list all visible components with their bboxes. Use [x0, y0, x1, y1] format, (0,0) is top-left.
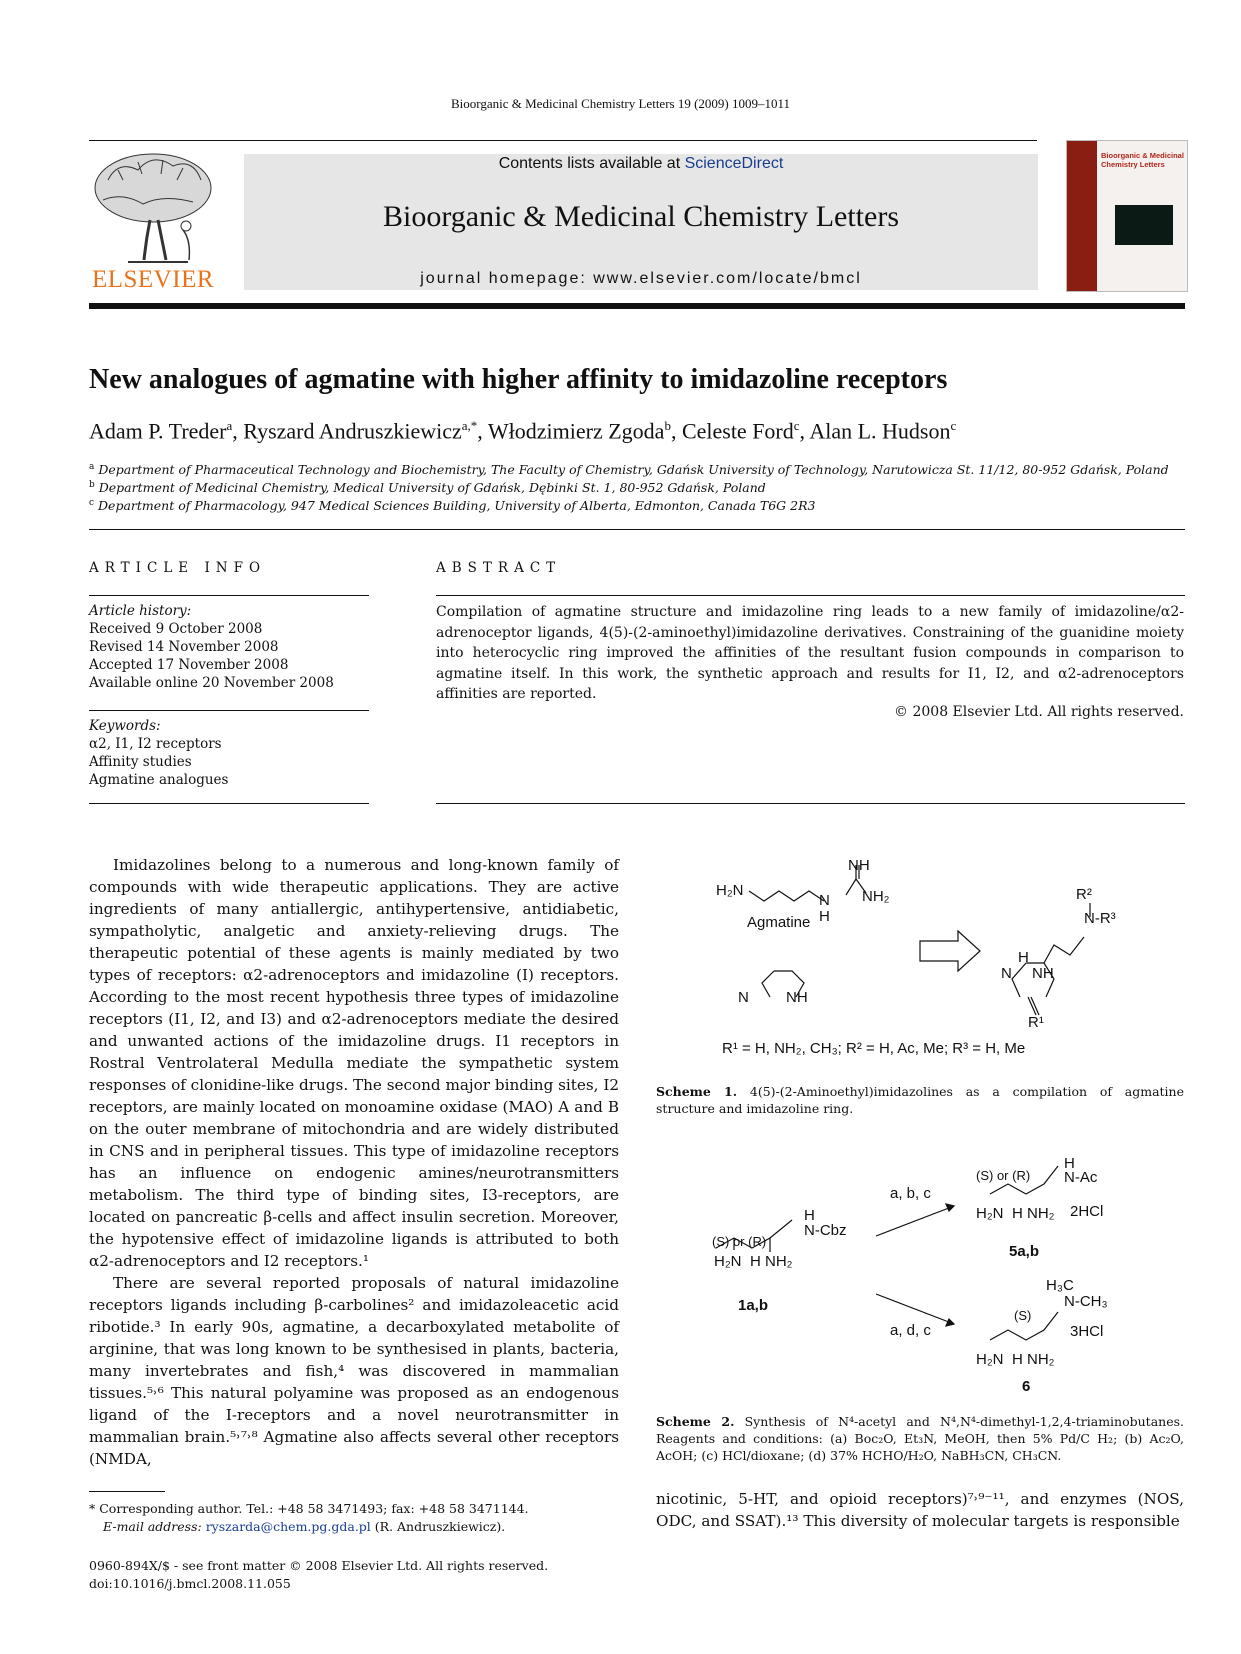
journal-reference: Bioorganic & Medicinal Chemistry Letters 19 (2009) 1009–1011: [450, 96, 791, 111]
journal-cover-thumbnail: [1066, 140, 1188, 292]
caption-text: Synthesis of N⁴-acetyl and N⁴,N⁴-dimethyl-1,2,4-triaminobutanes. Reagents and conditions: (a) Boc₂O, Et₃N, MeOH, then 5% Pd/C H₂; (b) Ac₂O, AcOH; (c) HCl/dioxane; (d) 37% HCHO/H₂O, NaBH₃CN, CH₃CN.: [656, 1414, 1184, 1463]
reaction-arrow-2: [876, 1294, 954, 1324]
svg-text:R¹: R¹: [1028, 1014, 1044, 1031]
keywords-rule: [89, 710, 369, 711]
history-item: Revised 14 November 2008: [89, 639, 279, 655]
svg-text:N-Ac: N-Ac: [1064, 1169, 1098, 1186]
elsevier-wordmark: ELSEVIER: [91, 266, 215, 293]
salt-label: 2HCl: [1070, 1203, 1104, 1220]
svg-text:H: H: [1064, 1155, 1075, 1172]
compound-5ab-label: 5a,b: [1009, 1243, 1040, 1260]
svg-text:H₂N: H₂N: [714, 1253, 742, 1270]
email-link[interactable]: ryszarda@chem.pg.gda.pl: [205, 1519, 371, 1534]
svg-text:H₂N: H₂N: [716, 882, 744, 899]
svg-text:H₃C: H₃C: [1046, 1277, 1074, 1294]
svg-text:NH: NH: [1032, 965, 1054, 982]
abstract-rule: [436, 595, 1185, 596]
salt-label: 3HCl: [1070, 1323, 1104, 1340]
email-label: E-mail address:: [103, 1519, 206, 1534]
author-name: Alan L. Hudson: [809, 418, 951, 444]
article-history: [89, 602, 334, 692]
history-item: Accepted 17 November 2008: [89, 657, 289, 673]
article-title: New analogues of agmatine with higher affinity to imidazoline receptors: [89, 364, 948, 395]
affiliation-text: Department of Medicinal Chemistry, Medical University of Gdańsk, Dębinki St. 1, 80-952 Gdańsk, Poland: [98, 480, 766, 496]
body-paragraph: There are several reported proposals of natural imidazoline receptors ligands including β-carbolines² and imidazoleacetic acid ribotide.³ In early 90s, agmatine, a decarboxylated metabolite of arginine, that was long known to be synthesised in plants, bacteria, many invertebrates and fish,⁴ was discovered in mammalian tissues.⁵˒⁶ This natural polyamine was proposed as an endogenous ligand of the I-receptors and a novel neurotransmitter in mammalian brain.⁵˒⁷˒⁸ Agmatine also affects several other receptors (NMDA,: [89, 1274, 619, 1468]
affiliation-text: Department of Pharmacology, 947 Medical Sciences Building, University of Alberta, Edmonton, Canada T6G 2R3: [98, 498, 816, 514]
caption-label: Scheme 1.: [656, 1084, 738, 1099]
body-paragraph: Imidazolines belong to a numerous and long-known family of compounds with wide therapeutic applications. They are active ingredients of many antiallergic, antihypertensive, antidiabetic, sympatholytic, analgetic and anxiety-relieving drugs. The therapeutic potential of these agents is mainly mediated by two types of receptors: α2-adrenoceptors and imidazoline (I) receptors. According to the most recent hypothesis three types of imidazoline receptors (I1, I2, and I3) and α2-adrenoceptors mediate the desired and unwanted actions of the imidazoline drugs. I1 receptors in Rostral Ventrolateral Medulla mediate the sympathetic system responses of clonidine-like drugs. The second major binding sites, I2 receptors, are mainly located on monoamine oxidase (MAO) A and B on the outer membrane of mitochondria and are widely distributed in CNS and in peripheral tissues. This type of imidazoline receptors has an influence on endogenic amines/neurotransmitters metabolism. The third type of binding sites, I3-receptors, are located on pancreatic β-cells and affect insulin secretion. Moreover, the hypotensive effect of imidazoline ligands is attributed to both α2-adrenoceptors and I2 receptors.¹: [89, 856, 619, 1270]
affiliation-rule: [89, 529, 1185, 530]
keyword-item: Affinity studies: [89, 754, 192, 770]
affiliation: [89, 498, 815, 513]
author-affil-sup: c: [793, 418, 800, 433]
history-item: Available online 20 November 2008: [89, 675, 334, 691]
article-info-rule: [89, 595, 369, 596]
author-name: Włodzimierz Zgoda: [487, 418, 665, 444]
svg-text:H NH₂: H NH₂: [1012, 1351, 1055, 1368]
keywords-label: Keywords:: [89, 718, 161, 734]
agmatine-label: Agmatine: [747, 914, 811, 931]
author-affil-sup: b: [664, 418, 671, 433]
affiliation-sup: c: [89, 498, 95, 508]
abstract-heading: ABSTRACT: [436, 560, 562, 576]
cover-title: Bioorganic & Medicinal Chemistry Letters: [1101, 151, 1184, 169]
keyword-item: Agmatine analogues: [89, 772, 229, 788]
affiliation-text: Department of Pharmaceutical Technology and Biochemistry, The Faculty of Chemistry, Gdańsk University of Technology, Narutowicza St. 11/12, 80-952 Gdańsk, Poland: [98, 462, 1169, 478]
cover-image: [1115, 205, 1173, 245]
author-name: Adam P. Treder: [89, 418, 227, 444]
stereo-label: (S) or (R): [976, 1168, 1031, 1183]
issn-block: [89, 1557, 548, 1593]
history-label: Article history:: [89, 603, 192, 619]
email-suffix: (R. Andruszkiewicz).: [370, 1519, 506, 1534]
author-name: Celeste Ford: [681, 418, 794, 444]
issn-line: 0960-894X/$ - see front matter © 2008 Elsevier Ltd. All rights reserved.: [89, 1558, 549, 1573]
keywords-block: [89, 717, 228, 789]
guanidine-bond: [846, 879, 856, 895]
journal-banner: [244, 154, 1038, 290]
body-right-column: nicotinic, 5-HT, and opioid receptors)⁷˒⁹⁻¹¹, and enzymes (NOS, ODC, and SSAT).¹³ This diversity of molecular targets is responsible: [656, 1490, 1184, 1530]
svg-text:N-Cbz: N-Cbz: [804, 1222, 847, 1239]
scheme-1-figure: [656, 845, 1186, 1070]
affiliation-sup: a: [89, 462, 95, 472]
svg-text:N: N: [819, 892, 830, 909]
body-left-column: [89, 854, 619, 1470]
caption-text: 4(5)-(2-Aminoethyl)imidazolines as a compilation of agmatine structure and imidazoline ring.: [656, 1084, 1184, 1116]
abstract-bottom-rule: [436, 803, 1185, 804]
scheme-1-caption: [656, 1083, 1184, 1117]
corresponding-author: * Corresponding author. Tel.: +48 58 3471493; fax: +48 58 3471144.: [89, 1501, 529, 1516]
agmatine-chain: [749, 891, 824, 901]
author-affil-sup: a,*: [461, 418, 478, 433]
abstract-copyright: © 2008 Elsevier Ltd. All rights reserved.: [894, 704, 1184, 720]
author-affil-sup: c: [950, 418, 957, 433]
scheme-1-arrow: [920, 931, 980, 971]
svg-text:R²: R²: [1076, 886, 1092, 903]
svg-text:H NH₂: H NH₂: [750, 1253, 793, 1270]
abstract-text: Compilation of agmatine structure and imidazoline ring leads to a new family of imidazoline/α2-adrenoceptor ligands, 4(5)-(2-aminoethyl)imidazoline derivatives. Constraining of the guanidine moiety into heterocyclic ring improved the affinities of the resultant fusion compounds in comparison to agmatine itself. In this work, the synthetic approach and results for I1, I2, and α2-adrenoceptors affinities are reported.: [436, 604, 1184, 702]
contents-line: [244, 154, 1038, 174]
svg-text:N: N: [1001, 965, 1012, 982]
svg-text:NH₂: NH₂: [862, 888, 890, 905]
email-line: [89, 1518, 619, 1536]
header-thick-rule: [89, 303, 1185, 309]
doi-line[interactable]: doi:10.1016/j.bmcl.2008.11.055: [89, 1576, 291, 1591]
svg-text:H₂N: H₂N: [976, 1205, 1004, 1222]
stereo-label: (S) or (R): [712, 1234, 767, 1249]
compound-1ab-label: 1a,b: [738, 1297, 769, 1314]
author-list: Adam P. Treder$^a$, Ryszard Andruszkiewicz$^{a,*}$, Włodzimierz Zgoda$^b$, Celeste Ford$^c$, Alan L. Hudson$^c$: [89, 418, 957, 444]
keyword-item: α2, I1, I2 receptors: [89, 736, 222, 752]
affiliation-sup: b: [89, 480, 95, 490]
elsevier-tree-logo: [88, 150, 218, 268]
banner-journal-title: Bioorganic & Medicinal Chemistry Letters: [382, 200, 899, 233]
condition-label-1: a, b, c: [890, 1185, 931, 1202]
footnote-rule: [89, 1491, 165, 1492]
svg-text:H NH₂: H NH₂: [1012, 1205, 1055, 1222]
svg-text:N-CH₃: N-CH₃: [1064, 1293, 1108, 1310]
svg-text:H: H: [1018, 949, 1029, 966]
product-chain: [1044, 937, 1084, 963]
stereo-label: (S): [1014, 1308, 1032, 1323]
svg-text:H₂N: H₂N: [976, 1351, 1004, 1368]
caption-label: Scheme 2.: [656, 1414, 735, 1429]
condition-label-2: a, d, c: [890, 1322, 931, 1339]
svg-text:N: N: [738, 989, 749, 1006]
footnote: [89, 1500, 619, 1536]
affiliation: [89, 480, 766, 495]
scheme-2-caption: [656, 1413, 1184, 1464]
author-affil-sup: a: [226, 418, 233, 433]
cover-stripe: [1067, 141, 1097, 291]
article-info-heading: ARTICLE INFO: [89, 560, 267, 576]
compound-6-label: 6: [1022, 1378, 1031, 1395]
sciencedirect-link[interactable]: ScienceDirect: [684, 155, 784, 172]
header-top-rule: [89, 140, 1037, 141]
svg-text:H: H: [804, 1207, 815, 1224]
history-item: Received 9 October 2008: [89, 621, 263, 637]
svg-text:NH: NH: [786, 989, 808, 1006]
scheme-2-figure: [656, 1140, 1186, 1400]
journal-homepage-link[interactable]: journal homepage: www.elsevier.com/locate/bmcl: [420, 270, 862, 287]
svg-text:NH: NH: [848, 857, 870, 874]
r-group-definitions: R¹ = H, NH₂, CH₃; R² = H, Ac, Me; R³ = H, Me: [722, 1040, 1026, 1057]
svg-text:H: H: [819, 908, 830, 925]
svg-text:N-R³: N-R³: [1084, 910, 1116, 927]
affiliation: [89, 462, 1169, 477]
reaction-arrow-1: [876, 1206, 954, 1236]
contents-prefix: Contents lists available at: [498, 155, 685, 172]
article-info-bottom-rule: [89, 803, 369, 804]
author-name: Ryszard Andruszkiewicz: [243, 418, 462, 444]
